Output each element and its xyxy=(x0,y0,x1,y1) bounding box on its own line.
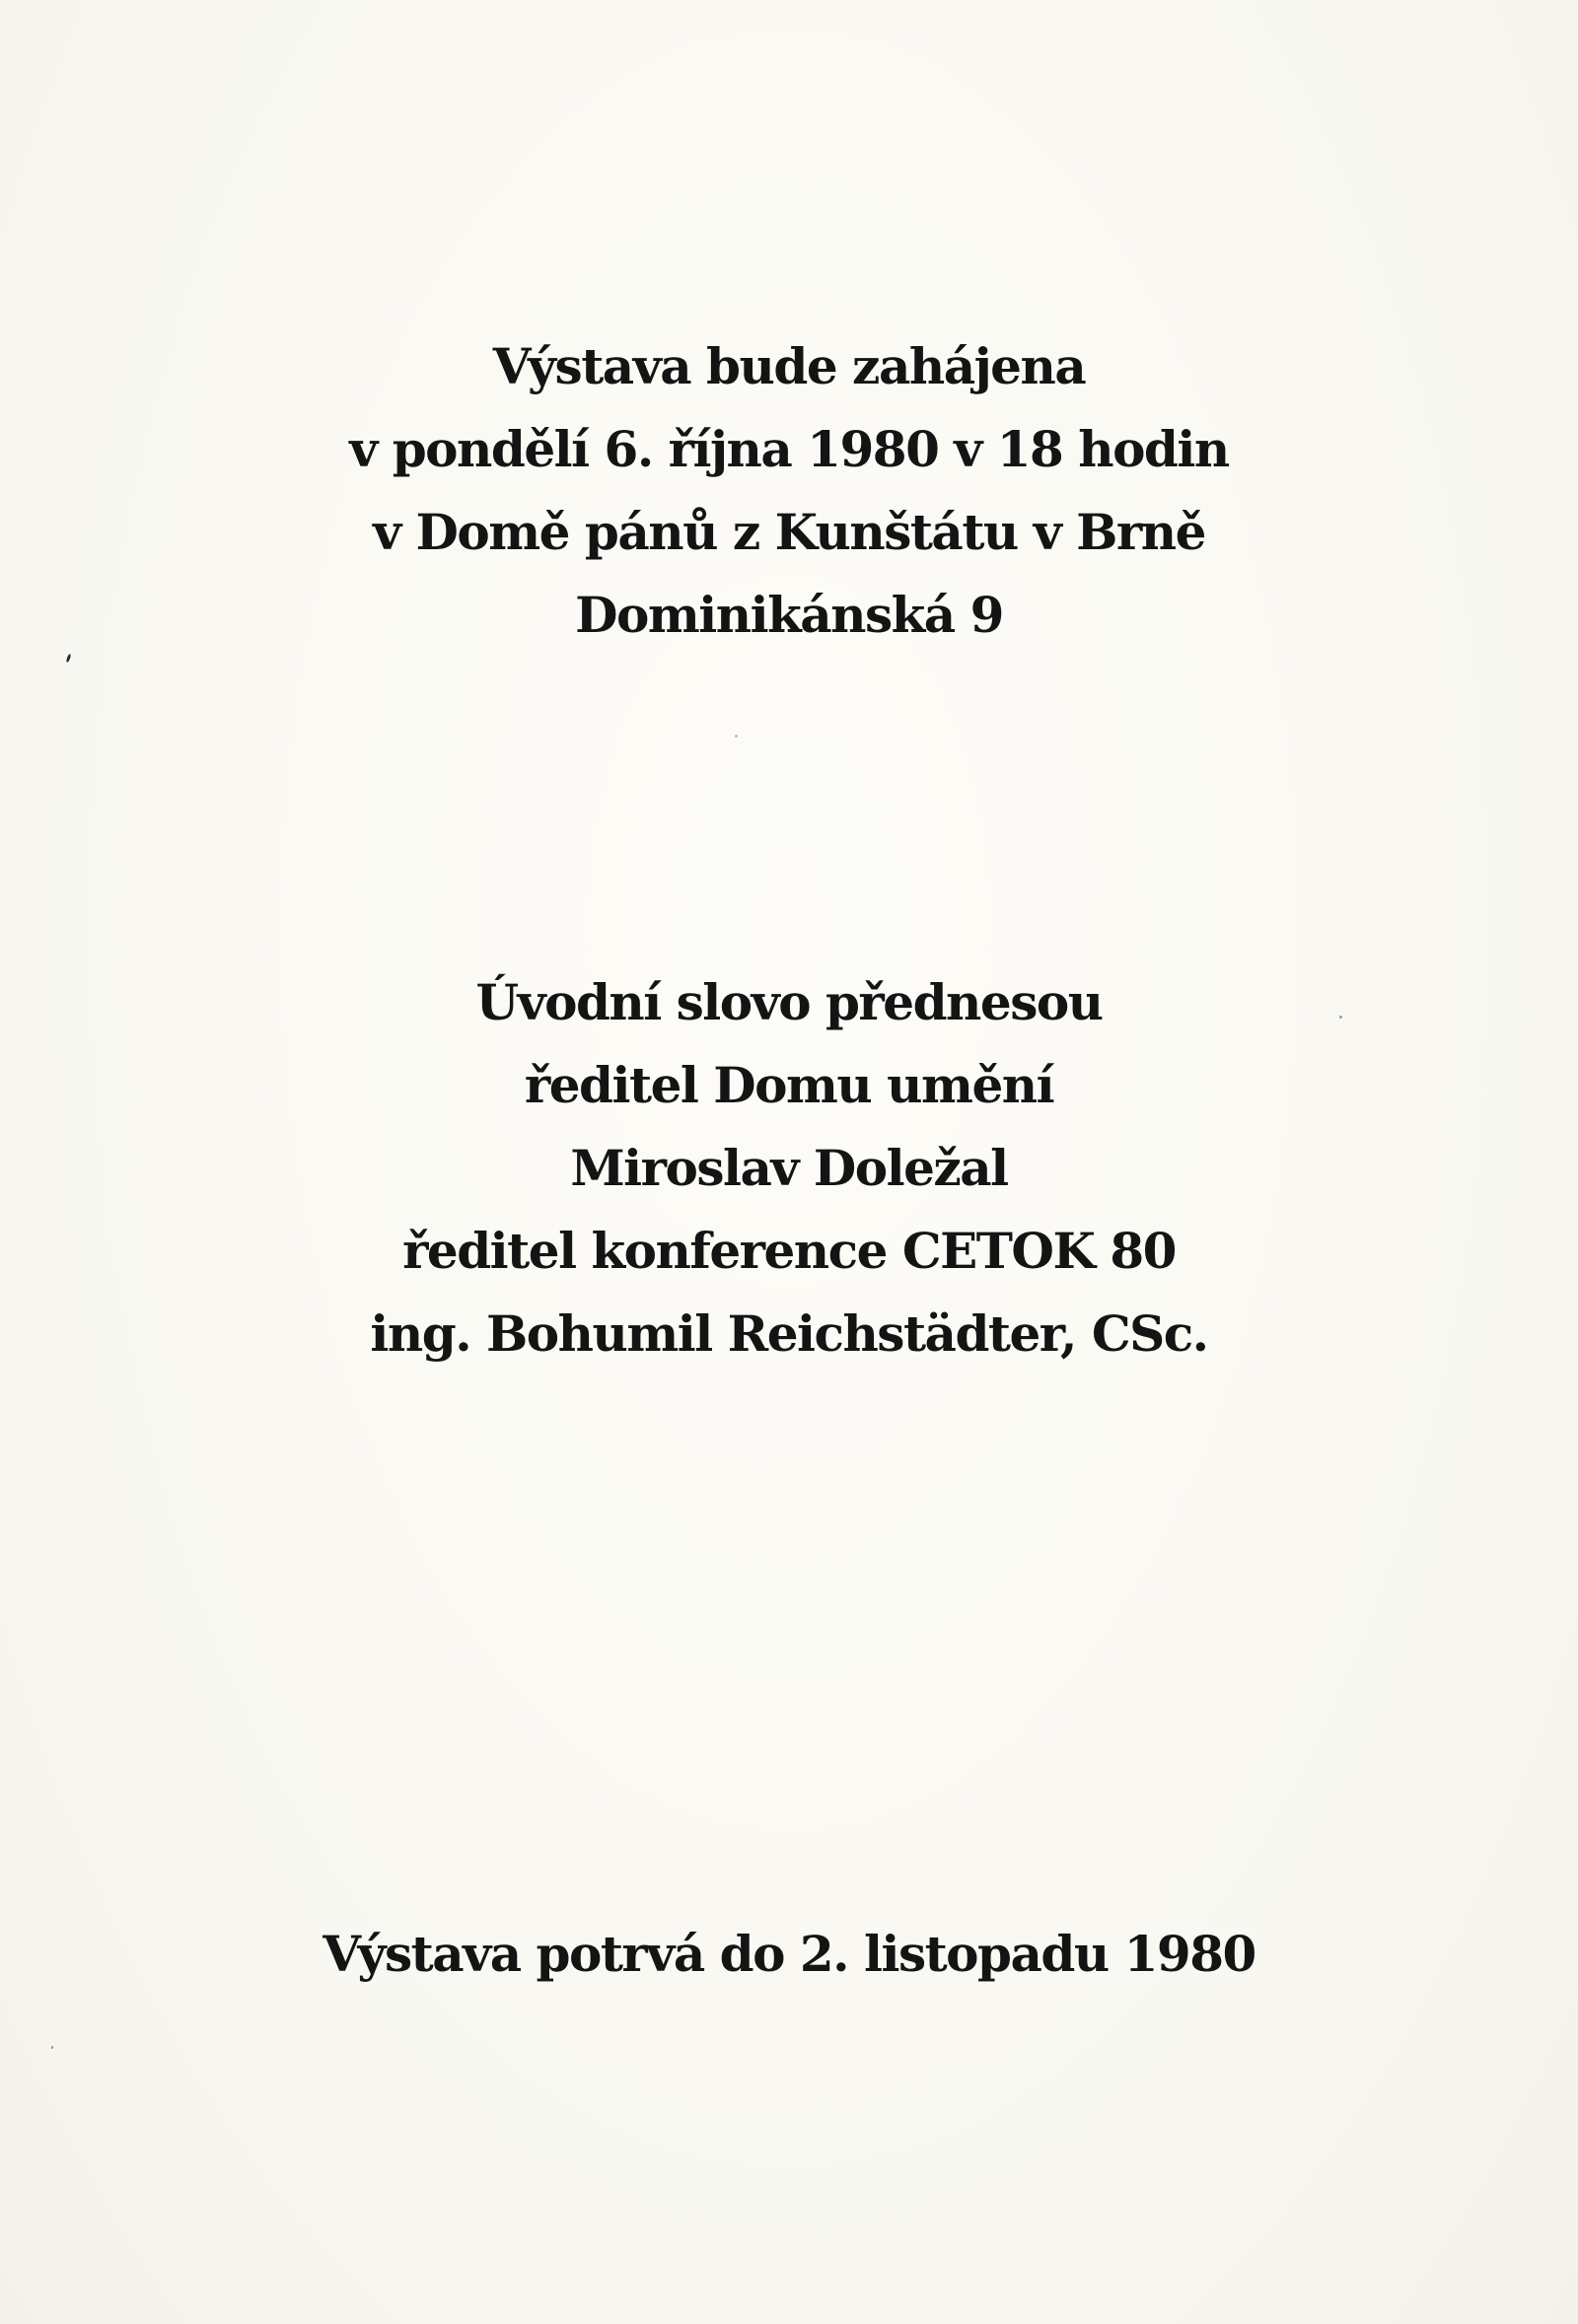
paper-speck xyxy=(1339,1016,1342,1019)
closing-info xyxy=(0,1913,1578,1996)
speaker-1-name: Miroslav Doležal xyxy=(570,1139,1008,1197)
closing-line: Výstava potrvá do 2. listopadu 1980 xyxy=(323,1925,1255,1983)
opening-line-1: Výstava bude zahájena xyxy=(492,337,1086,395)
paper-speck xyxy=(735,735,738,738)
opening-line-3: v Domě pánů z Kunštátu v Brně xyxy=(373,503,1205,561)
speaker-1-role: ředitel Domu umění xyxy=(524,1056,1054,1114)
paper-speck xyxy=(51,2046,53,2049)
opening-line-2: v pondělí 6. října 1980 v 18 hodin xyxy=(349,420,1229,478)
speakers-intro: Úvodní slovo přednesou xyxy=(475,973,1103,1031)
opening-info xyxy=(0,325,1578,657)
speaker-2-name: ing. Bohumil Reichstädter, CSc. xyxy=(370,1304,1208,1363)
speakers-info xyxy=(0,961,1578,1375)
speaker-2-role: ředitel konference CETOK 80 xyxy=(402,1222,1176,1280)
opening-line-4: Dominikánská 9 xyxy=(575,586,1003,644)
